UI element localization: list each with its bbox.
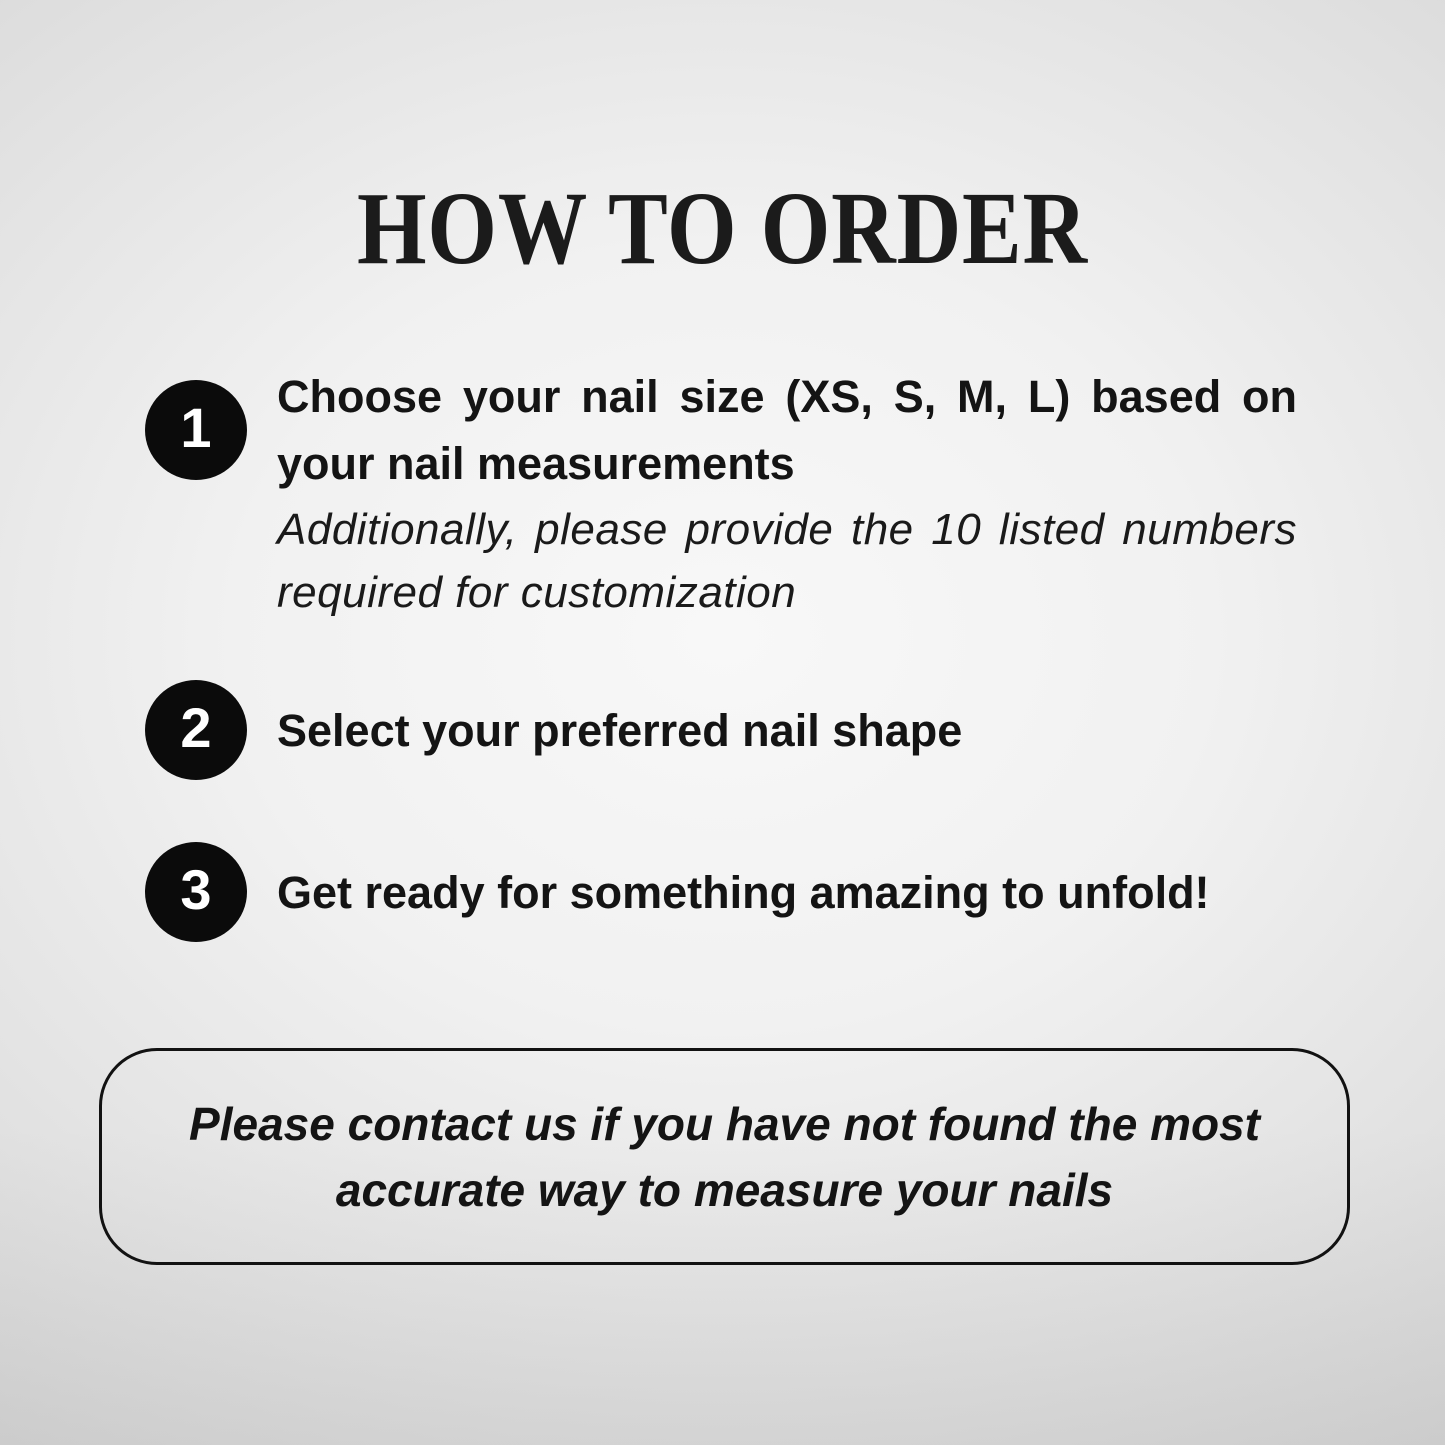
step-1 [145,363,1297,497]
step-2-text: Select your preferred nail shape [277,704,963,756]
step-3-text: Get ready for something amazing to unfold! [277,866,1210,918]
step-2-badge [145,680,247,780]
step-1-number: 1 [180,396,212,459]
contact-note: Please contact us if you have not found the most accurate way to measure your nails [189,1097,1260,1216]
step-1-badge [145,380,247,480]
step-1-note: Additionally, please provide the 10 listed numbers required for customization [277,505,1297,617]
step-3 [145,842,1297,942]
step-2-number: 2 [180,696,212,759]
step-3-badge [145,842,247,942]
page-title: HOW TO ORDER [356,171,1088,286]
contact-box [99,1048,1350,1265]
step-2 [145,680,1297,780]
step-1-text: Choose your nail size (XS, S, M, L) based on your nail measurements [277,371,1297,489]
step-3-number: 3 [180,858,212,921]
